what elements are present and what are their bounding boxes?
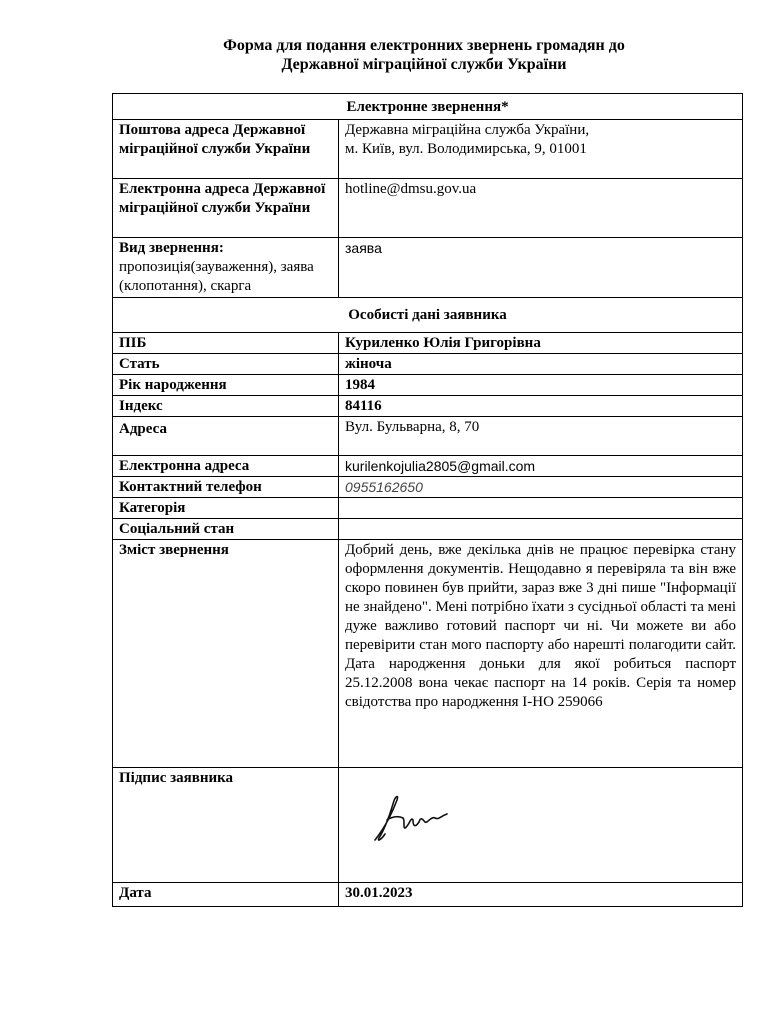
category-row <box>113 498 743 519</box>
email-value: kurilenkojulia2805@gmail.com <box>339 456 743 477</box>
appeal-type-label: Вид звернення: <box>119 240 224 256</box>
phone-row <box>113 477 743 498</box>
sex-label: Стать <box>113 354 339 375</box>
index-label: Індекс <box>113 396 339 417</box>
address-value: Вул. Бульварна, 8, 70 <box>339 417 743 456</box>
signature-cell <box>339 768 743 883</box>
index-value: 84116 <box>339 396 743 417</box>
address-label: Адреса <box>113 417 339 456</box>
address-row <box>113 417 743 456</box>
birth-year-row <box>113 375 743 396</box>
title-line-2: Державної міграційної служби України <box>281 56 567 73</box>
pib-label: ПІБ <box>113 333 339 354</box>
phone-value: 0955162650 <box>339 477 743 498</box>
social-status-row <box>113 519 743 540</box>
date-value: 30.01.2023 <box>339 883 743 907</box>
birth-year-label: Рік народження <box>113 375 339 396</box>
content-row <box>113 540 743 768</box>
category-label: Категорія <box>113 498 339 519</box>
service-email-value: hotline@dmsu.gov.ua <box>339 179 743 238</box>
phone-label: Контактний телефон <box>113 477 339 498</box>
pib-row <box>113 333 743 354</box>
content-label: Зміст звернення <box>113 540 339 768</box>
email-row <box>113 456 743 477</box>
social-status-value <box>339 519 743 540</box>
personal-data-header-row <box>113 298 743 333</box>
email-label: Електронна адреса <box>113 456 339 477</box>
appeal-type-options: пропозиція(зауваження), заява (клопотання), скарга <box>119 259 314 294</box>
date-label: Дата <box>113 883 339 907</box>
date-row <box>113 883 743 907</box>
content-value: Добрий день, вже декілька днів не працює перевірка стану оформлення документів. Нещодавно я перевіряла та він вже скоро повинен був прийти, зараз вже 3 дні пише "Інформації не знайдено". Мені потрібно їхати з сусідньої області та мені дуже важливо готовий паспорт чи ні. Чи можете ви або перевірити стан мого паспорту або нарешті полагодити сайт. Дата народження доньки для якої робиться паспорт 25.12.2008 вона чекає паспорт на 14 років. Серія та номер свідотства про народження І-НО 259066 <box>339 540 743 768</box>
service-email-label: Електронна адреса Державної міграційної служби України <box>113 179 339 238</box>
service-email-row <box>113 179 743 238</box>
signature-image <box>369 786 459 846</box>
appeal-type-row <box>113 238 743 298</box>
appeal-form-table <box>112 93 743 907</box>
index-row <box>113 396 743 417</box>
signature-row <box>113 768 743 883</box>
title-line-1: Форма для подання електронних звернень громадян до <box>223 37 625 54</box>
page-title <box>0 36 768 74</box>
postal-address-line-1: Державна міграційна служба України, <box>345 122 590 138</box>
form-title: Електронне звернення* <box>113 94 743 120</box>
postal-address-label: Поштова адреса Державної міграційної служби України <box>113 120 339 179</box>
category-value <box>339 498 743 519</box>
signature-label: Підпис заявника <box>113 768 339 883</box>
social-status-label: Соціальний стан <box>113 519 339 540</box>
postal-address-row <box>113 120 743 179</box>
postal-address-value <box>339 120 743 179</box>
postal-address-line-2: м. Київ, вул. Володимирська, 9, 01001 <box>345 141 587 157</box>
sex-value: жіноча <box>339 354 743 375</box>
form-header-row <box>113 94 743 120</box>
birth-year-value: 1984 <box>339 375 743 396</box>
appeal-type-label-cell <box>113 238 339 298</box>
personal-data-title: Особисті дані заявника <box>113 298 743 333</box>
appeal-type-value: заява <box>339 238 743 298</box>
sex-row <box>113 354 743 375</box>
pib-value: Куриленко Юлія Григорівна <box>339 333 743 354</box>
